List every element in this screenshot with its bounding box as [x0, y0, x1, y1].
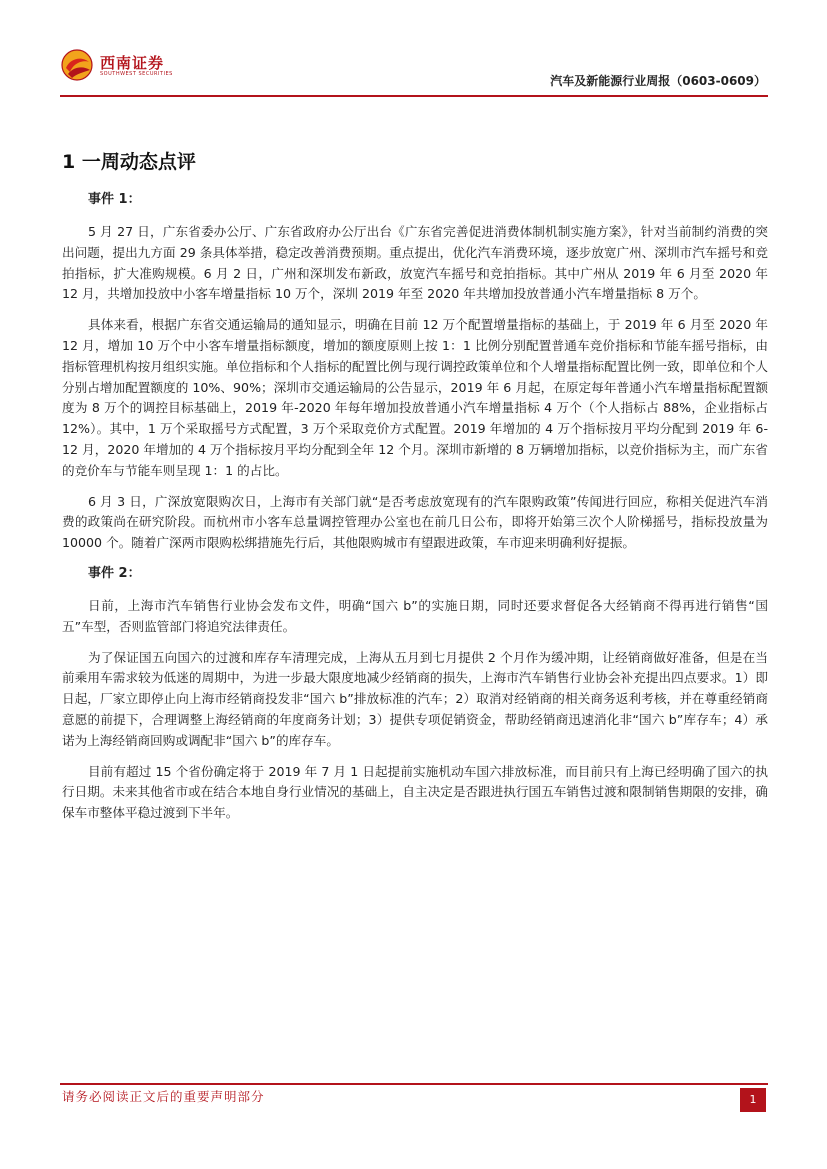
event-1-paragraph-2: 具体来看，根据广东省交通运输局的通知显示，明确在目前 12 万个配置增量指标的基础上，于 2019 年 6 月至 2020 年 12 月，增加 10 万个中小客车增量指标额度，增加的额度原则上按 1：1 比例分别配置普通车竞价指标和节能车摇号指标，由指标管理机构按月组织实施。单位指标和个人指标的配置比例与现行调控政策单位和个人增量指标配置比例一致，即单位和个人分别占增加配置额度的 10%、90%；深圳市交通运输局的公告显示，2019 年 6 月起，在原定每年普通小汽车增量指标配置额度为 8 万个的调控目标基础上，2019 年-2020 年每年增加投放普通小汽车增量指标 4 万个（个人指标占 88%，企业指标占 12%）。其中，1 万个采取摇号方式配置，3 万个采取竞价方式配置。2019 年增加的 4 万个指标按月平均分配到 2019 年 6-12 月，2020 年增加的 4 万个指标按月平均分配到全年 12 个月。深圳市新增的 8 万辆增加指标，以竞价指标为主，而广东省的竞价车与节能车则呈现 1：1 的占比。 [62, 317, 768, 478]
page-header [0, 0, 827, 100]
event-2-paragraph-1: 日前，上海市汽车销售行业协会发布文件，明确“国六 b”的实施日期，同时还要求督促各大经销商不得再进行销售“国五”车型，否则监管部门将追究法律责任。 [62, 597, 768, 634]
event-1-paragraph-3: 6 月 3 日，广深放宽限购次日，上海市有关部门就“是否考虑放宽现有的汽车限购政策”传闻进行回应，称相关促进汽车消费的政策尚在研究阶段。而杭州市小客车总量调控管理办公室也在前几日公布，即将开始第三次个人阶梯摇号，指标投放量为 10000 个。随着广深两市限购松绑措施先行后，其他限购城市有望跟进政策，车市迎来明确利好提振。 [62, 493, 768, 551]
logo-emblem-icon [60, 48, 94, 82]
event-2-paragraph-3: 目前有超过 15 个省份确定将于 2019 年 7 月 1 日起提前实施机动车国六排放标准，而目前只有上海已经明确了国六的执行日期。未来其他省市或在结合本地自身行业情况的基础上，自主决定是否跟进执行国五车销售过渡和限制销售期限的安排，确保车市整体平稳过渡到下半年。 [62, 763, 768, 821]
main-content [62, 148, 768, 834]
event-1-label: 事件 1： [88, 192, 141, 207]
section-heading: 1 一周动态点评 [62, 151, 196, 173]
logo-text-chinese: 西南证券 [100, 54, 165, 72]
logo-text-english: SOUTHWEST SECURITIES [100, 71, 173, 77]
header-divider [60, 95, 768, 97]
event-2-label: 事件 2： [88, 565, 141, 581]
footer-disclaimer: 请务必阅读正文后的重要声明部分 [62, 1089, 265, 1104]
report-title: 汽车及新能源行业周报（0603-0609） [550, 74, 766, 88]
footer-divider [60, 1083, 768, 1085]
event-2-paragraph-2: 为了保证国五向国六的过渡和库存车清理完成，上海从五月到七月提供 2 个月作为缓冲期，让经销商做好准备，但是在当前乘用车需求较为低迷的周期中，为进一步最大限度地减少经销商的损失，上海市汽车销售行业协会补充提出四点要求。1）即日起，厂家立即停止向上海市经销商投发非“国六 b”排放标准的汽车；2）取消对经销商的相关商务返利考核，并在尊重经销商意愿的前提下，合理调整上海经销商的年度商务计划；3）提供专项促销资金，帮助经销商迅速消化非“国六 b”库存车；4）承诺为上海经销商回购或调配非“国六 b”的库存车。 [62, 649, 768, 748]
event-1-paragraph-1: 5 月 27 日，广东省委办公厅、广东省政府办公厅出台《广东省完善促进消费体制机制实施方案》，针对当前制约消费的突出问题，提出九方面 29 条具体举措，稳定改善消费预期。重点提出，优化汽车消费环境，逐步放宽广州、深圳市汽车摇号和竞拍指标，扩大准购规模。6 月 2 日，广州和深圳发布新政，放宽汽车摇号和竞拍指标。其中广州从 2019 年 6 月至 2020 年 12 月，共增加投放中小客车增量指标 10 万个，深圳 2019 年至 2020 年共增加投放普通小汽车增量指标 8 万个。 [62, 224, 768, 302]
page-number: 1 [740, 1088, 766, 1112]
